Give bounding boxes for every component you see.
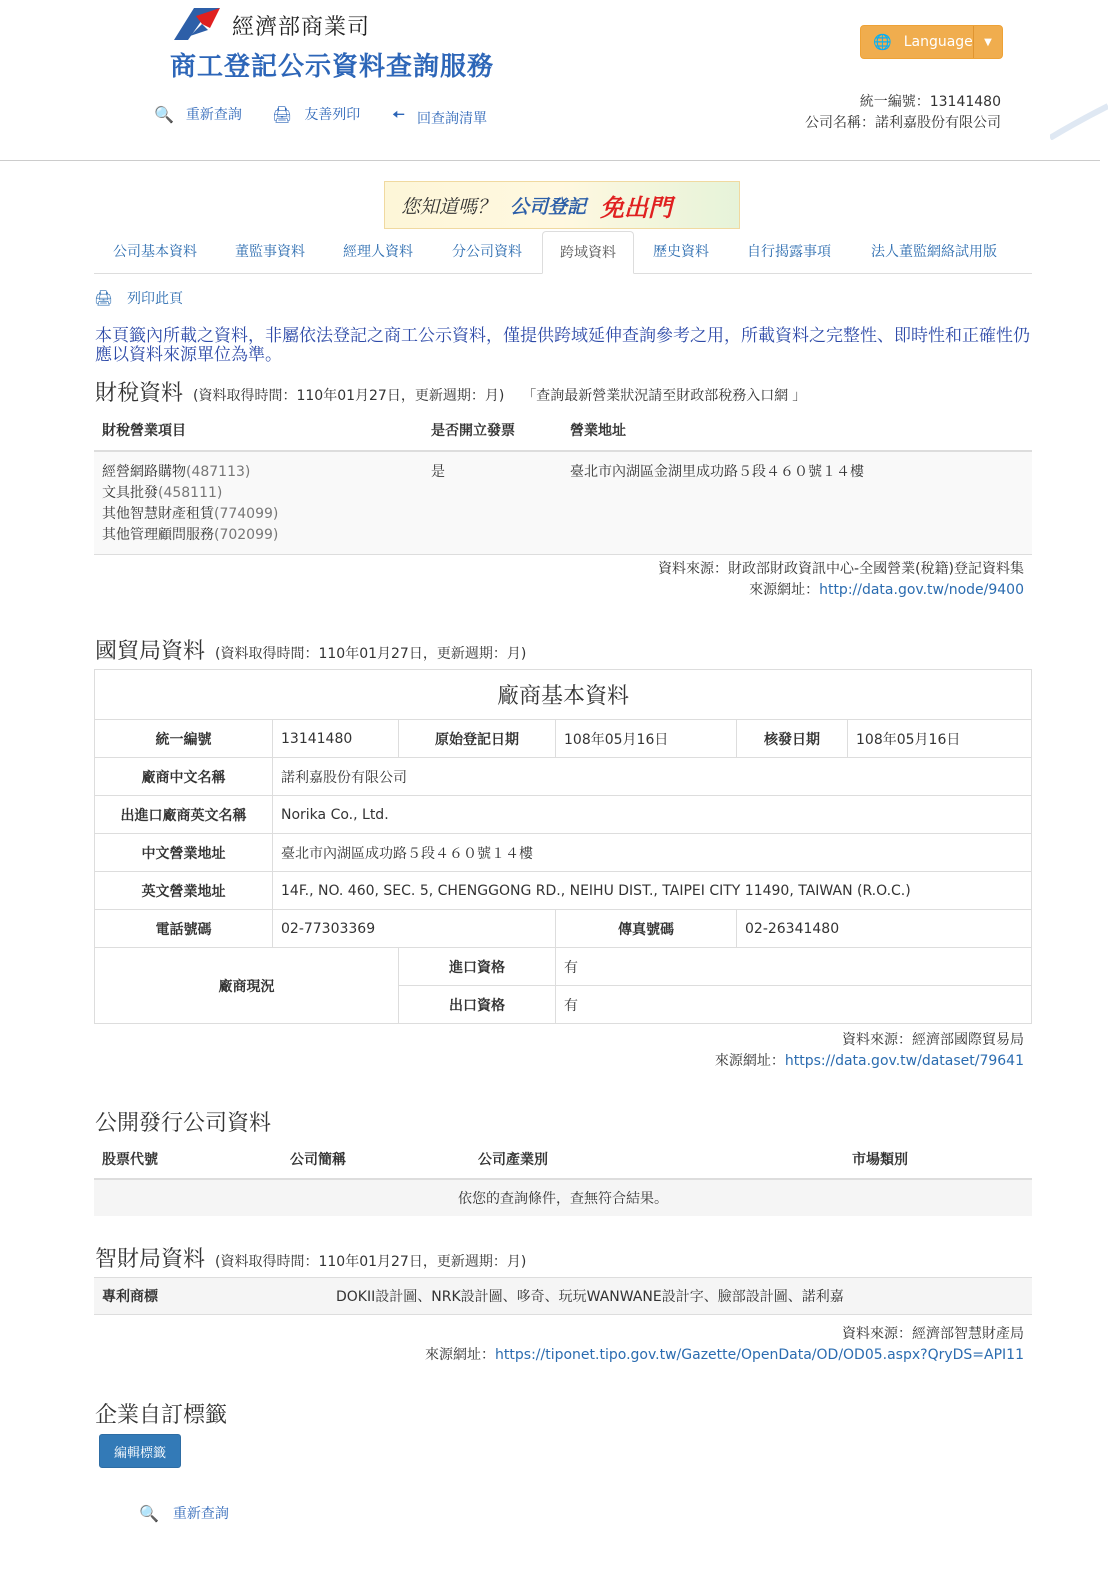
address-cell: 臺北市內湖區金湖里成功路５段４６０號１４樓 — [562, 451, 1032, 555]
label-cn-name: 廠商中文名稱 — [95, 758, 273, 796]
value-cn-addr: 臺北市內湖區成功路５段４６０號１４樓 — [273, 834, 1032, 872]
printer-icon: 🖨 — [94, 289, 114, 307]
chevron-down-icon[interactable]: ▼ — [973, 26, 1002, 58]
item-code: (702099) — [214, 527, 279, 543]
url-label: 來源網址： — [425, 1347, 496, 1363]
ipo-source-text: 資料來源：經濟部智慧財產局 — [842, 1326, 1024, 1342]
tax-section-heading — [95, 376, 806, 407]
trade-source — [715, 1030, 1024, 1072]
brand-title: 經濟部商業司 — [232, 15, 371, 40]
tab-company-basic[interactable]: 公司基本資料 — [113, 244, 197, 260]
company-id-line: 統一編號：13141480 — [859, 94, 1001, 110]
trade-meta: (資料取得時間：110年01月27日，更新週期：月) — [215, 646, 527, 662]
globe-icon: 🌐 — [873, 33, 892, 51]
col-short-name: 公司簡稱 — [282, 1140, 470, 1179]
col-stock-code: 股票代號 — [94, 1140, 282, 1179]
col-market: 市場類別 — [844, 1140, 1032, 1179]
value-orig-date: 108年05月16日 — [556, 720, 737, 758]
value-issue-date: 108年05月16日 — [848, 720, 1032, 758]
print-page-link[interactable] — [94, 288, 183, 308]
tab-self-disclosure[interactable]: 自行揭露事項 — [747, 244, 831, 260]
value-en-name: Norika Co., Ltd. — [273, 796, 1032, 834]
col-tax-items: 財稅營業項目 — [94, 410, 423, 451]
language-label: Language — [903, 34, 973, 50]
table-row — [95, 872, 1032, 910]
tab-history[interactable]: 歷史資料 — [653, 244, 709, 260]
list-item — [102, 525, 415, 546]
list-item — [102, 504, 415, 525]
arrow-left-icon: 🠤 — [392, 105, 406, 124]
list-item — [102, 483, 415, 504]
banner-text-2: 公司登記 — [510, 195, 587, 218]
ipo-title: 智財局資料 — [95, 1247, 206, 1272]
label-en-addr: 英文營業地址 — [95, 872, 273, 910]
back-to-list-label: 回查詢清單 — [417, 110, 488, 127]
item-name: 其他智慧財產租賃 — [102, 506, 214, 522]
back-to-list-link[interactable] — [392, 104, 487, 131]
header-decoration — [1050, 100, 1108, 140]
value-en-addr: 14F., NO. 460, SEC. 5, CHENGGONG RD., NEIHU DIST., TAIPEI CITY 11490, TAIWAN (R.O.C.) — [273, 872, 1032, 910]
label-en-name: 出進口廠商英文名稱 — [95, 796, 273, 834]
tab-directors[interactable]: 董監事資料 — [235, 244, 305, 260]
print-friendly-label: 友善列印 — [304, 107, 361, 123]
label-status: 廠商現況 — [95, 948, 399, 1024]
item-name: 文具批發 — [102, 485, 158, 501]
value-cn-name: 諾利嘉股份有限公司 — [273, 758, 1032, 796]
requery-label: 重新查詢 — [185, 107, 242, 123]
tab-managers[interactable]: 經理人資料 — [343, 244, 413, 260]
label-orig-date: 原始登記日期 — [399, 720, 556, 758]
table-row — [94, 1278, 1032, 1315]
disclaimer-notice: 本頁籤內所載之資料，非屬依法登記之商工公示資料，僅提供跨域延伸查詢參考之用，所載資料之完整性、即時性和正確性仍應以資料來源單位為準。 — [95, 326, 1030, 365]
tax-portal-link[interactable]: 財政部稅務入口網 — [676, 388, 789, 404]
ipo-label: 專利商標 — [94, 1278, 328, 1315]
table-row — [95, 948, 1032, 986]
ipo-section-heading — [95, 1242, 526, 1273]
tax-title: 財稅資料 — [95, 381, 184, 406]
item-name: 其他管理顧問服務 — [102, 527, 214, 543]
service-title: 商工登記公示資料查詢服務 — [170, 52, 495, 82]
table-row — [95, 758, 1032, 796]
item-code: (774099) — [214, 506, 279, 522]
tab-board-network[interactable]: 法人董監網絡試用版 — [871, 244, 997, 260]
tags-title: 企業自訂標籤 — [95, 1403, 228, 1428]
print-page-label: 列印此頁 — [127, 291, 184, 307]
empty-result: 依您的查詢條件，查無符合結果。 — [94, 1179, 1032, 1216]
company-name-line: 公司名稱：諾利嘉股份有限公司 — [805, 115, 1001, 131]
label-issue-date: 核發日期 — [737, 720, 848, 758]
tax-hint-prefix: 「查詢最新營業狀況請至 — [522, 388, 677, 404]
trade-table — [94, 669, 1032, 1024]
col-address: 營業地址 — [562, 410, 1032, 451]
section-tabs — [94, 231, 1032, 274]
trade-title: 國貿局資料 — [95, 639, 206, 664]
url-label: 來源網址： — [749, 582, 820, 598]
item-name: 經營網路購物 — [102, 464, 186, 480]
table-row — [95, 834, 1032, 872]
language-button[interactable] — [860, 25, 1003, 59]
trade-caption: 廠商基本資料 — [95, 670, 1032, 720]
value-phone: 02-77303369 — [273, 910, 556, 948]
tab-branches[interactable]: 分公司資料 — [452, 244, 522, 260]
edit-tags-button[interactable]: 編輯標籤 — [99, 1434, 181, 1468]
item-code: (458111) — [158, 485, 223, 501]
public-title: 公開發行公司資料 — [95, 1111, 272, 1136]
trade-source-url[interactable]: https://data.gov.tw/dataset/79641 — [784, 1053, 1024, 1069]
tax-items-cell — [94, 451, 423, 555]
footer-requery-label: 重新查詢 — [172, 1506, 229, 1522]
table-row — [95, 910, 1032, 948]
item-code: (487113) — [186, 464, 251, 480]
tax-hint-suffix: 」 — [792, 388, 807, 404]
search-icon: 🔍 — [139, 1503, 159, 1523]
invoice-cell: 是 — [423, 451, 562, 555]
value-export: 有 — [556, 986, 1032, 1024]
ipo-source-url[interactable]: https://tiponet.tipo.gov.tw/Gazette/OpenData/OD/OD05.aspx?QryDS=API11 — [495, 1347, 1024, 1363]
search-icon: 🔍 — [154, 104, 174, 124]
tax-source-url-line — [658, 580, 1024, 601]
list-item — [102, 462, 415, 483]
value-import: 有 — [556, 948, 1032, 986]
ipo-meta: (資料取得時間：110年01月27日，更新週期：月) — [215, 1254, 527, 1270]
table-row — [95, 796, 1032, 834]
value-id: 13141480 — [273, 720, 399, 758]
ipo-value: DOKII設計圖、NRK設計圖、哆奇、玩玩WANWANE設計字、臉部設計圖、諾利嘉 — [328, 1278, 1032, 1315]
tax-source-url[interactable]: http://data.gov.tw/node/9400 — [819, 582, 1024, 598]
ipo-source — [425, 1324, 1024, 1366]
value-fax: 02-26341480 — [737, 910, 1032, 948]
trade-source-text: 資料來源：經濟部國際貿易局 — [842, 1032, 1024, 1048]
tab-cross-domain[interactable]: 跨域資料 — [542, 231, 634, 274]
label-phone: 電話號碼 — [95, 910, 273, 948]
trade-source-url-line — [715, 1051, 1024, 1072]
ipo-table — [94, 1277, 1032, 1315]
footer-requery-link[interactable] — [139, 1503, 229, 1523]
label-id: 統一編號 — [95, 720, 273, 758]
ipo-source-url-line — [425, 1345, 1024, 1366]
tax-meta: (資料取得時間：110年01月27日，更新週期：月) — [193, 388, 505, 404]
ministry-logo — [172, 6, 222, 42]
label-cn-addr: 中文營業地址 — [95, 834, 273, 872]
header-divider — [0, 160, 1100, 161]
print-friendly-link[interactable] — [272, 104, 360, 124]
table-row — [94, 451, 1032, 555]
col-industry: 公司產業別 — [470, 1140, 844, 1179]
company-summary — [805, 92, 1001, 134]
table-row — [94, 1179, 1032, 1216]
trade-section-heading — [95, 634, 526, 665]
label-fax: 傳真號碼 — [556, 910, 737, 948]
col-invoice: 是否開立發票 — [423, 410, 562, 451]
url-label: 來源網址： — [714, 1053, 785, 1069]
banner-text-3: 免出門 — [600, 193, 673, 222]
banner-text-1: 您知道嗎？ — [401, 195, 497, 218]
requery-link[interactable] — [154, 104, 242, 124]
printer-icon: 🖨 — [272, 104, 293, 124]
tax-source-text: 資料來源：財政部財政資訊中心-全國營業(稅籍)登記資料集 — [658, 561, 1024, 577]
tax-source — [658, 559, 1024, 601]
label-export: 出口資格 — [399, 986, 556, 1024]
public-table — [94, 1140, 1032, 1216]
promo-banner[interactable] — [384, 181, 740, 229]
table-row — [95, 720, 1032, 758]
tax-table — [94, 410, 1032, 555]
label-import: 進口資格 — [399, 948, 556, 986]
